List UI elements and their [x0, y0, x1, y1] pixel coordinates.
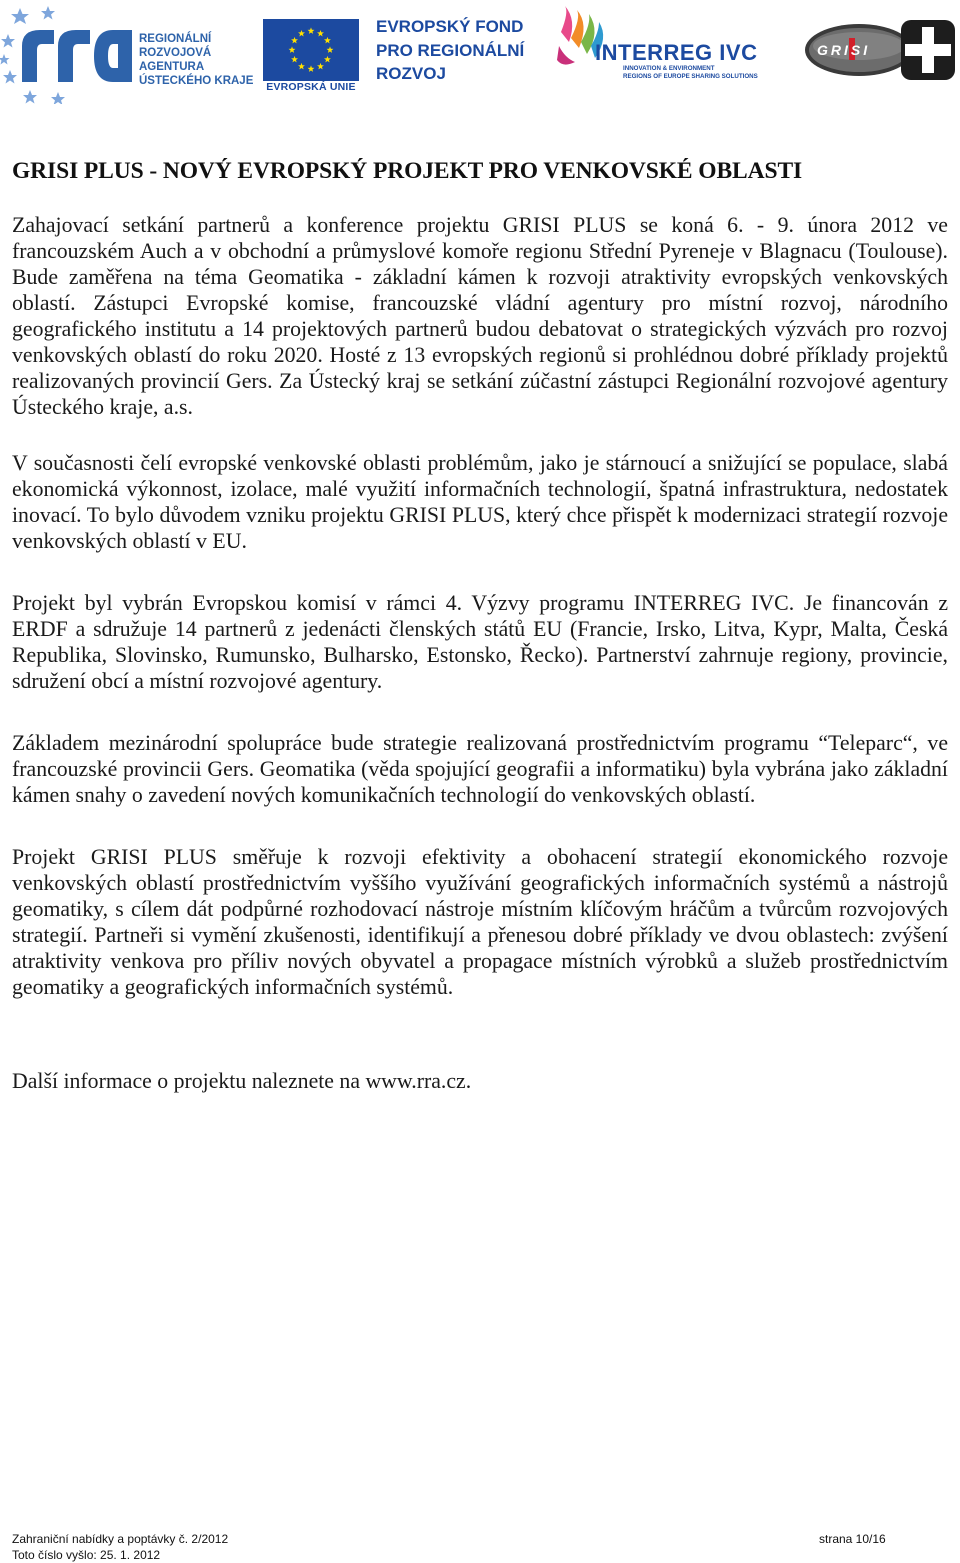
article-title: GRISI PLUS - NOVÝ EVROPSKÝ PROJEKT PRO VENKOVSKÉ OBLASTI [12, 158, 803, 184]
eu-star-icon [308, 65, 315, 72]
footer-page-number: strana 10/16 [819, 1532, 886, 1546]
grisi-plus-logo [803, 18, 955, 82]
interreg-logo [555, 2, 780, 92]
paragraph-more-info: Další informace o projektu naleznete na www.rra.cz. [12, 1069, 472, 1093]
rra-line: ROZVOJOVÁ [139, 47, 212, 59]
eu-star-icon [324, 37, 331, 44]
erdf-line: ROZVOJ [376, 64, 446, 83]
paragraph-kickoff: Zahajovací setkání partnerů a konference projektu GRISI PLUS se koná 6. - 9. února 2012 ve francouzském Auch a v obchodní a průmyslové komoře regionu Střední Pyreneje v Blagnacu (Toulouse). Bude zaměřena na téma Geomatika - základní kámen k rozvoji atraktivity evropských venkovských oblastí. Zástupci Evropské komise, francouzské vládní agentury pro místní rozvoj, národního geografického institutu a 14 projektových partnerů budou debatovat o strategických výzvách pro rozvoj venkovských oblastí do roku 2020. Hosté z 13 evropských regionů si prohlédnou dobré příklady projektů realizovaných provincií Gers. Za Ústecký kraj se setkání zúčastní zástupci Regionální rozvojové agentury Ústeckého kraje, a.s. [12, 213, 948, 419]
paragraph-challenges: V současnosti čelí evropské venkovské oblasti problémům, jako je stárnoucí a snižující se populace, slabá ekonomická výkonnost, izolace, malé využití informačních technologií, špatná infrastruktura, nedostatek inovací. To bylo důvodem vzniku projektu GRISI PLUS, který chce přispět k modernizaci strategií rozvoje venkovských oblastí v EU. [12, 451, 948, 553]
eu-star-icon [289, 46, 296, 53]
erdf-line: EVROPSKÝ FOND [376, 17, 524, 36]
article [12, 156, 948, 1094]
footer-issue-date: Toto číslo vyšlo: 25. 1. 2012 [12, 1548, 161, 1562]
interreg-sub-line: INNOVATION & ENVIRONMENT [623, 65, 715, 72]
grisi-wordmark: GRISI [817, 42, 871, 58]
eu-star-icon [308, 27, 315, 34]
interreg-subtitle [623, 65, 758, 81]
eu-caption: EVROPSKÁ UNIE [266, 81, 356, 93]
rra-line: REGIONÁLNÍ [139, 33, 212, 45]
eu-star-icon [317, 30, 324, 37]
paragraph-selection: Projekt byl vybrán Evropskou komisí v rámci 4. Výzvy programu INTERREG IVC. Je financován z ERDF a sdružuje 14 partnerů z jedenácti členských států EU (Francie, Irsko, Litva, Kypr, Malta, Česká Republika, Slovinsko, Rumunsko, Bulharsko, Estonsko, Řecko). Partnerství zahrnuje regiony, provincie, sdružení obcí a místní rozvojové agentury. [12, 591, 948, 693]
rra-name [139, 32, 253, 88]
erdf-logo [376, 15, 546, 89]
eu-logo [263, 19, 359, 95]
rra-logo [0, 4, 254, 104]
eu-star-icon [291, 37, 298, 44]
eu-star-icon [291, 56, 298, 63]
interreg-name: INTERREG IVC [595, 40, 758, 65]
paragraph-goals: Projekt GRISI PLUS směřuje k rozvoji efektivity a obohacení strategií ekonomického rozvoje venkovských oblastí prostřednictvím vyššího využívání geografických informačních systémů a nástrojů geomatiky, s cílem dát podpůrné rozhodovací nástroje místním klíčovým hráčům a tvůrcům rozvojových strategií. Partneři si vymění zkušenosti, identifikují a přenesou dobré příklady ve dvou oblastech: zvýšení atraktivity venkova pro příliv nových obyvatel a propagace místních výrobků a služeb prostřednictvím geomatiky a geografických informačních systémů. [12, 845, 948, 999]
eu-star-icon [327, 46, 334, 53]
eu-star-icon [317, 63, 324, 70]
logo-bar [0, 0, 960, 110]
page-footer [12, 1531, 948, 1563]
rra-line: ÚSTECKÉHO KRAJE [139, 75, 254, 87]
footer-publication: Zahraniční nabídky a poptávky č. 2/2012 [12, 1532, 229, 1546]
eu-star-icon [324, 56, 331, 63]
eu-flag [263, 19, 359, 81]
eu-star-icon [298, 30, 305, 37]
paragraph-cooperation: Základem mezinárodní spolupráce bude strategie realizovaná prostřednictvím programu “Teleparc“, ve francouzské provincii Gers. Geomatika (věda spojující geografii a informatiku) byla vybrána jako základní kámen snahy o zavedení nových komunikačních technologií do venkovských oblastí. [12, 731, 948, 807]
eu-stars-icon [263, 19, 359, 81]
interreg-sub-line: REGIONS OF EUROPE SHARING SOLUTIONS [623, 73, 758, 80]
rra-line: AGENTURA [139, 61, 205, 73]
erdf-line: PRO REGIONÁLNÍ [376, 40, 525, 60]
eu-star-icon [298, 63, 305, 70]
